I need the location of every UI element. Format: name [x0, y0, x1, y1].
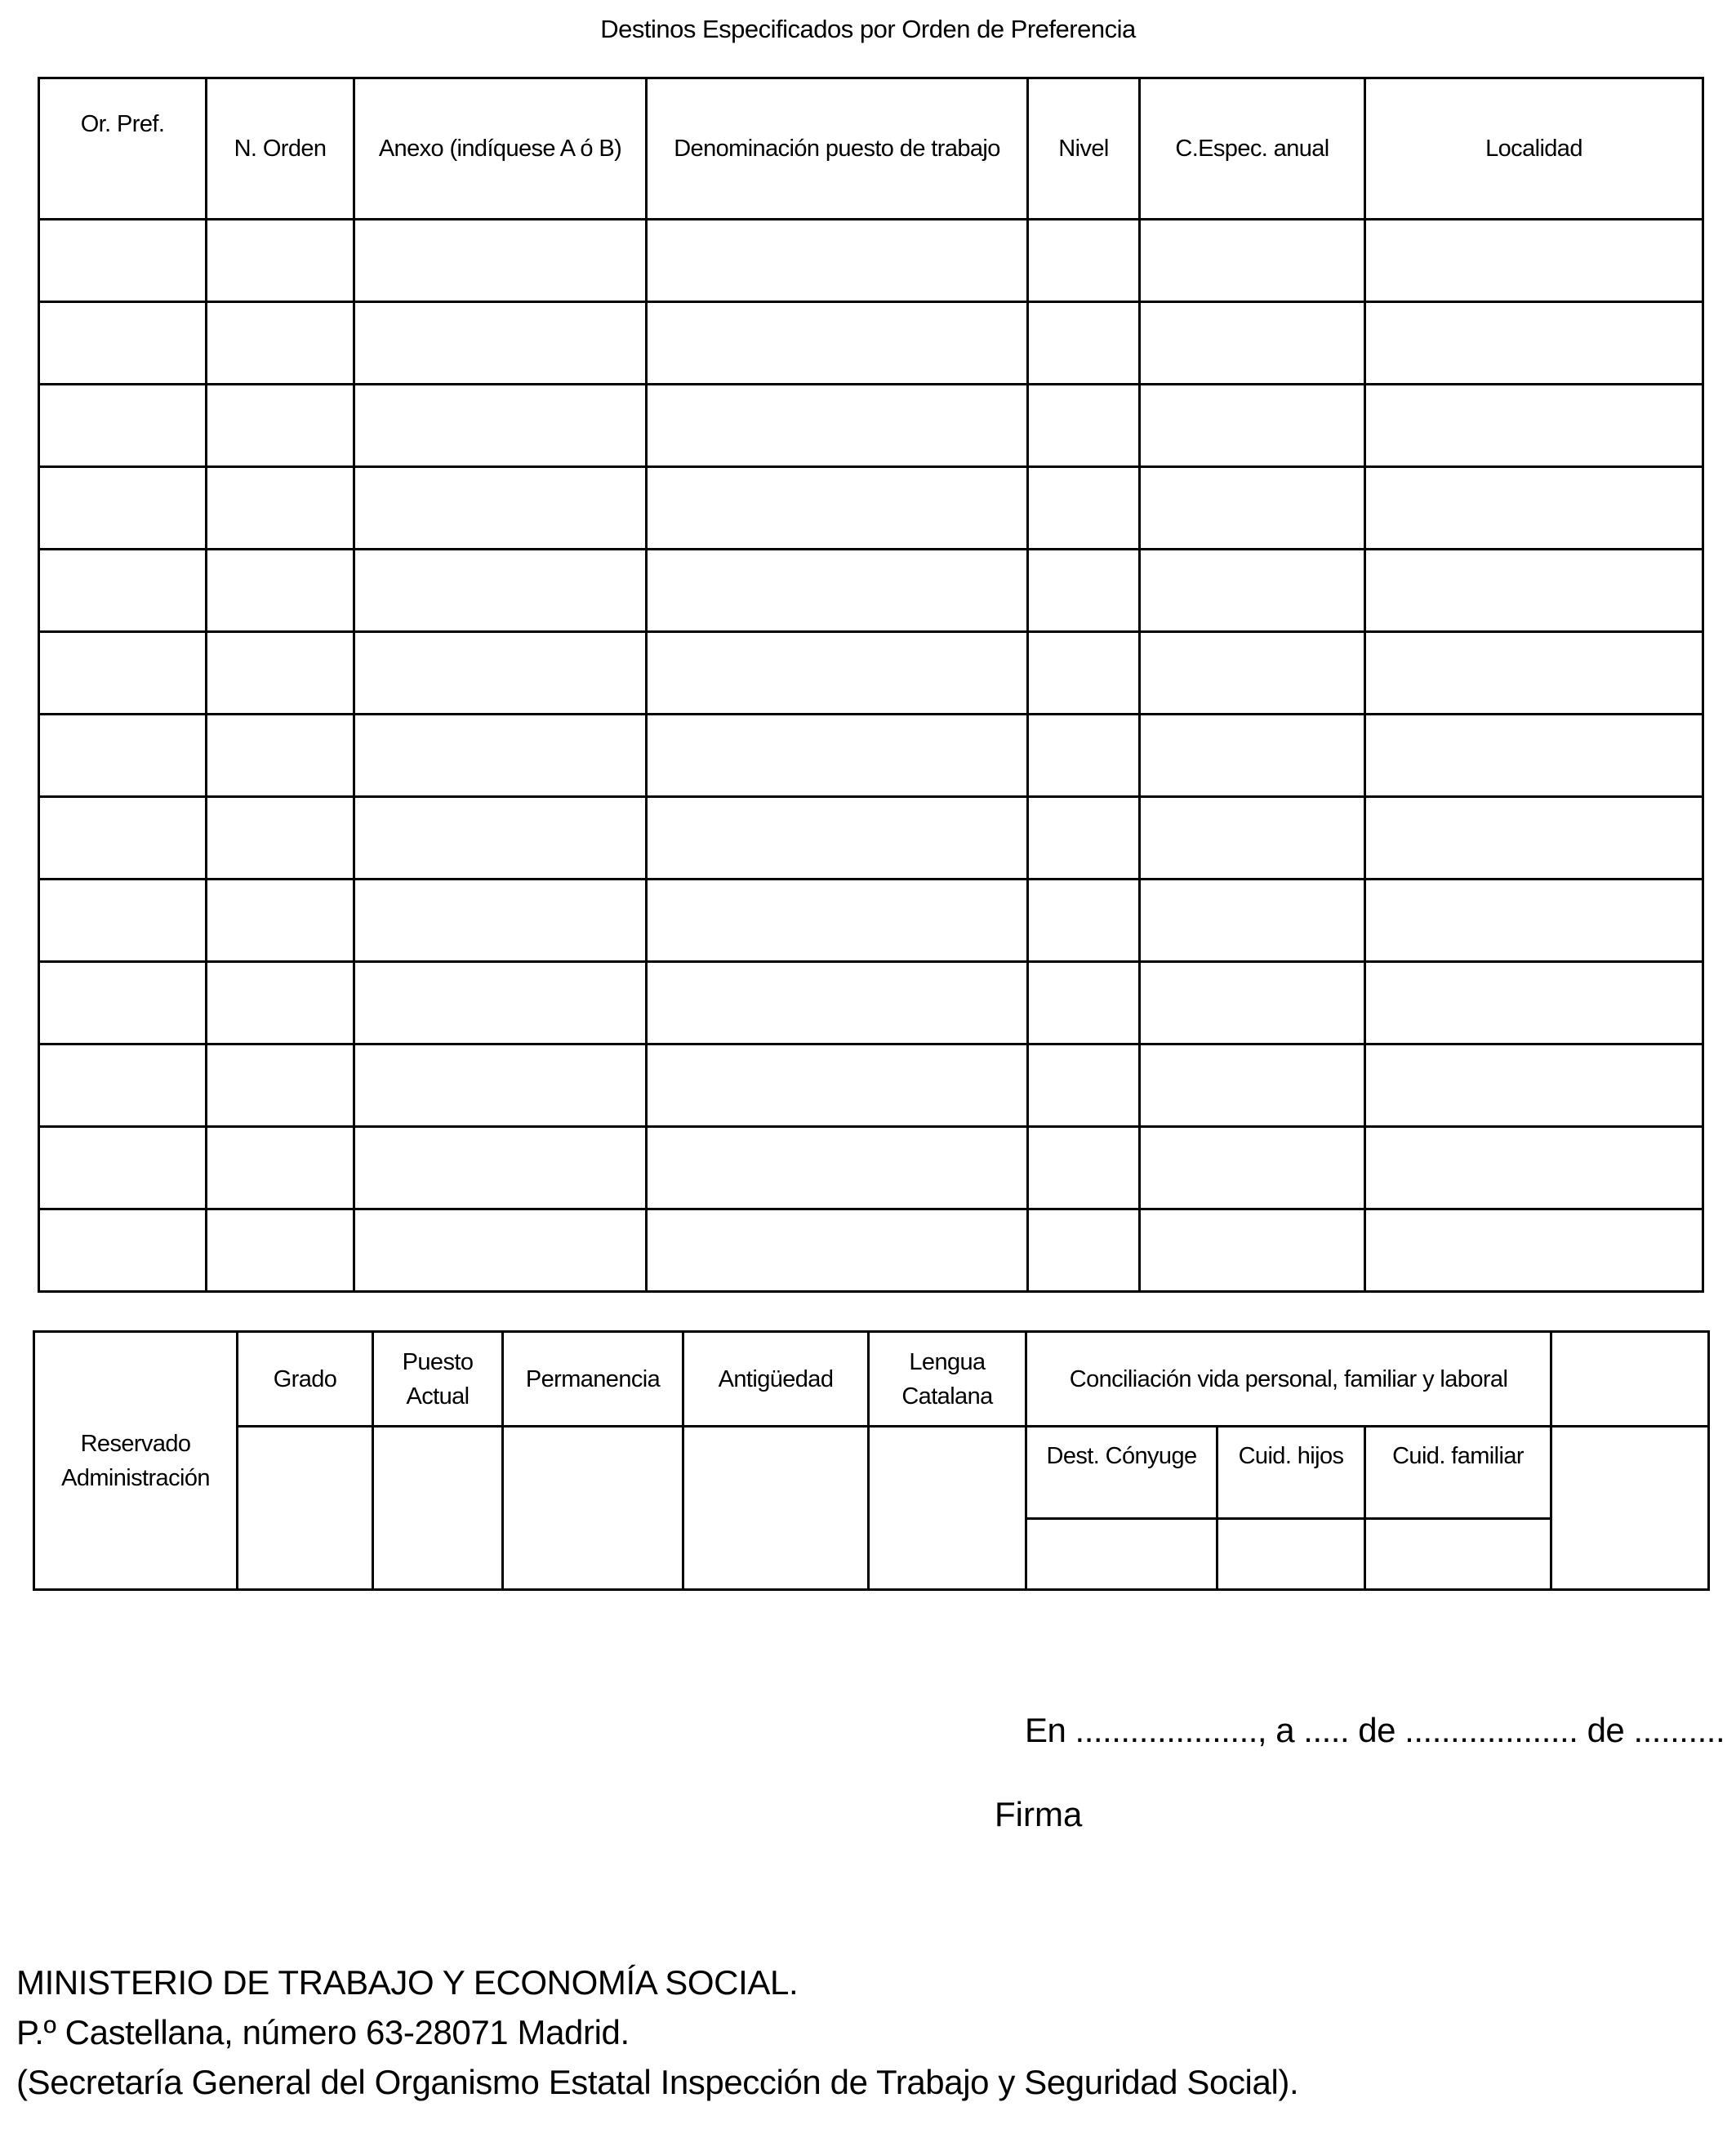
preferences-header-cell: N. Orden: [207, 78, 354, 220]
preferences-cell[interactable]: [1028, 467, 1140, 550]
preferences-cell[interactable]: [647, 632, 1028, 715]
preferences-cell[interactable]: [1140, 715, 1365, 797]
preferences-cell[interactable]: [647, 715, 1028, 797]
preferences-cell[interactable]: [1365, 302, 1703, 385]
lengua-catalana-header: [869, 1332, 1026, 1427]
preferences-cell[interactable]: [39, 550, 207, 632]
cuid-familiar-header: Cuid. familiar: [1365, 1427, 1551, 1519]
preferences-cell[interactable]: [1028, 385, 1140, 467]
preferences-row: [39, 302, 1703, 385]
preferences-cell[interactable]: [39, 880, 207, 962]
preferences-header-cell: Localidad: [1365, 78, 1703, 220]
catalana-label: Catalana: [901, 1383, 993, 1410]
extra-header-cell: [1551, 1332, 1709, 1427]
preferences-cell[interactable]: [1140, 962, 1365, 1044]
preferences-header-cell: Nivel: [1028, 78, 1140, 220]
ministry-name: MINISTERIO DE TRABAJO Y ECONOMÍA SOCIAL.: [16, 1963, 799, 2002]
preferences-cell[interactable]: [39, 1127, 207, 1209]
preferences-cell[interactable]: [207, 797, 354, 880]
preferences-header-cell: Or. Pref.: [39, 78, 207, 220]
preferences-cell[interactable]: [207, 1209, 354, 1292]
preferences-cell[interactable]: [354, 1209, 647, 1292]
preferences-cell[interactable]: [1365, 220, 1703, 302]
preferences-row: [39, 962, 1703, 1044]
preferences-cell[interactable]: [647, 880, 1028, 962]
preferences-cell[interactable]: [647, 467, 1028, 550]
ministry-department: (Secretaría General del Organismo Estatal Inspección de Trabajo y Seguridad Social).: [16, 2063, 1299, 2101]
antiguedad-header: Antigüedad: [683, 1332, 869, 1427]
preferences-cell[interactable]: [1365, 1127, 1703, 1209]
preferences-header-row: [39, 78, 1703, 220]
preferences-cell[interactable]: [1365, 632, 1703, 715]
preferences-cell[interactable]: [207, 220, 354, 302]
preferences-table: [38, 77, 1704, 1293]
preferences-row: [39, 1209, 1703, 1292]
admin-table: [33, 1330, 1710, 1591]
signature-label: Firma: [995, 1795, 1083, 1833]
preferences-row: [39, 1127, 1703, 1209]
preferences-cell[interactable]: [1365, 1209, 1703, 1292]
preferences-cell[interactable]: [354, 1044, 647, 1127]
preferences-cell[interactable]: [354, 220, 647, 302]
dest-conyuge-header: Dest. Cónyuge: [1026, 1427, 1217, 1519]
preferences-cell[interactable]: [1028, 1127, 1140, 1209]
preferences-cell[interactable]: [647, 962, 1028, 1044]
preferences-cell[interactable]: [354, 467, 647, 550]
preferences-cell[interactable]: [647, 1209, 1028, 1292]
puesto-label: Puesto: [402, 1348, 474, 1375]
form-caption: Destinos Especificados por Orden de Preferencia: [600, 15, 1136, 43]
preferences-cell[interactable]: [1140, 632, 1365, 715]
preferences-row: [39, 715, 1703, 797]
preferences-row: [39, 220, 1703, 302]
preferences-row: [39, 550, 1703, 632]
preferences-cell[interactable]: [1365, 962, 1703, 1044]
preferences-cell[interactable]: [1028, 632, 1140, 715]
preferences-cell[interactable]: [354, 385, 647, 467]
conciliacion-header: Conciliación vida personal, familiar y laboral: [1026, 1332, 1551, 1427]
preferences-cell[interactable]: [207, 385, 354, 467]
preferences-cell[interactable]: [354, 302, 647, 385]
preferences-cell[interactable]: [1028, 880, 1140, 962]
preferences-cell[interactable]: [1140, 550, 1365, 632]
preferences-cell[interactable]: [354, 550, 647, 632]
preferences-cell[interactable]: [207, 962, 354, 1044]
preferences-cell[interactable]: [207, 302, 354, 385]
preferences-cell[interactable]: [647, 1044, 1028, 1127]
preferences-cell[interactable]: [1140, 1044, 1365, 1127]
date-place-line: En ...................., a ..... de ................... de ..........: [1025, 1711, 1725, 1749]
preferences-cell[interactable]: [354, 1127, 647, 1209]
preferences-cell[interactable]: [1365, 1044, 1703, 1127]
preferences-cell[interactable]: [1365, 880, 1703, 962]
preferences-cell[interactable]: [39, 797, 207, 880]
preferences-cell[interactable]: [647, 797, 1028, 880]
preferences-cell[interactable]: [207, 550, 354, 632]
preferences-cell[interactable]: [39, 385, 207, 467]
preferences-cell[interactable]: [354, 632, 647, 715]
preferences-row: [39, 1044, 1703, 1127]
preferences-cell[interactable]: [207, 880, 354, 962]
preferences-cell[interactable]: [1365, 467, 1703, 550]
preferences-cell[interactable]: [647, 220, 1028, 302]
permanencia-input-cell[interactable]: [503, 1427, 683, 1590]
preferences-cell[interactable]: [1028, 302, 1140, 385]
extra-input-cell[interactable]: [1551, 1427, 1709, 1590]
preferences-cell[interactable]: [1028, 797, 1140, 880]
preferences-header-cell: Denominación puesto de trabajo: [647, 78, 1028, 220]
preferences-cell[interactable]: [207, 715, 354, 797]
ministry-address: P.º Castellana, número 63-28071 Madrid.: [16, 2013, 630, 2051]
preferences-cell[interactable]: [354, 715, 647, 797]
preferences-cell[interactable]: [1365, 797, 1703, 880]
actual-label: Actual: [406, 1383, 470, 1410]
preferences-header-cell: Anexo (indíquese A ó B): [354, 78, 647, 220]
administration-label: Administración: [61, 1464, 210, 1491]
preferences-cell[interactable]: [207, 467, 354, 550]
preferences-cell[interactable]: [647, 550, 1028, 632]
cuid-familiar-input-cell[interactable]: [1365, 1519, 1551, 1590]
preferences-cell[interactable]: [1140, 302, 1365, 385]
preferences-cell[interactable]: [207, 1127, 354, 1209]
preferences-cell[interactable]: [1028, 550, 1140, 632]
preferences-row: [39, 632, 1703, 715]
preferences-cell[interactable]: [207, 1044, 354, 1127]
preferences-row: [39, 467, 1703, 550]
preferences-cell[interactable]: [354, 797, 647, 880]
preferences-cell[interactable]: [647, 1127, 1028, 1209]
preferences-cell[interactable]: [39, 1044, 207, 1127]
preferences-cell[interactable]: [39, 467, 207, 550]
permanencia-header: Permanencia: [503, 1332, 683, 1427]
reserved-label: Reservado: [80, 1430, 191, 1457]
preferences-cell[interactable]: [1028, 1044, 1140, 1127]
preferences-cell[interactable]: [1365, 715, 1703, 797]
preferences-cell[interactable]: [39, 632, 207, 715]
preferences-cell[interactable]: [1140, 797, 1365, 880]
lengua-catalana-input-cell[interactable]: [869, 1427, 1026, 1590]
preferences-cell[interactable]: [1028, 962, 1140, 1044]
grado-header: Grado: [238, 1332, 373, 1427]
cuid-hijos-header: Cuid. hijos: [1217, 1427, 1365, 1519]
preferences-cell[interactable]: [39, 220, 207, 302]
dest-conyuge-input-cell[interactable]: [1026, 1519, 1217, 1590]
preferences-cell[interactable]: [1140, 467, 1365, 550]
antiguedad-input-cell[interactable]: [683, 1427, 869, 1590]
grado-input-cell[interactable]: [238, 1427, 373, 1590]
preferences-row: [39, 797, 1703, 880]
preferences-cell[interactable]: [647, 302, 1028, 385]
preferences-header-cell: C.Espec. anual: [1140, 78, 1365, 220]
preferences-cell[interactable]: [39, 962, 207, 1044]
preferences-cell[interactable]: [1140, 1127, 1365, 1209]
preferences-cell[interactable]: [647, 385, 1028, 467]
puesto-actual-header: [373, 1332, 503, 1427]
preferences-cell[interactable]: [1140, 220, 1365, 302]
preferences-cell[interactable]: [1365, 385, 1703, 467]
cuid-hijos-input-cell[interactable]: [1217, 1519, 1365, 1590]
preferences-cell[interactable]: [1140, 385, 1365, 467]
preferences-cell[interactable]: [207, 632, 354, 715]
puesto-actual-input-cell[interactable]: [373, 1427, 503, 1590]
preferences-cell[interactable]: [1028, 220, 1140, 302]
preferences-cell[interactable]: [1140, 1209, 1365, 1292]
preferences-row: [39, 880, 1703, 962]
lengua-label: Lengua: [909, 1348, 986, 1375]
preferences-cell[interactable]: [39, 715, 207, 797]
preferences-cell[interactable]: [39, 302, 207, 385]
preferences-cell[interactable]: [1365, 550, 1703, 632]
preferences-cell[interactable]: [39, 1209, 207, 1292]
preferences-cell[interactable]: [354, 880, 647, 962]
preferences-body: [39, 220, 1703, 1292]
preferences-cell[interactable]: [1140, 880, 1365, 962]
preferences-cell[interactable]: [1028, 1209, 1140, 1292]
preferences-cell[interactable]: [1028, 715, 1140, 797]
reserved-administration-cell: [34, 1332, 238, 1590]
preferences-cell[interactable]: [354, 962, 647, 1044]
preferences-row: [39, 385, 1703, 467]
